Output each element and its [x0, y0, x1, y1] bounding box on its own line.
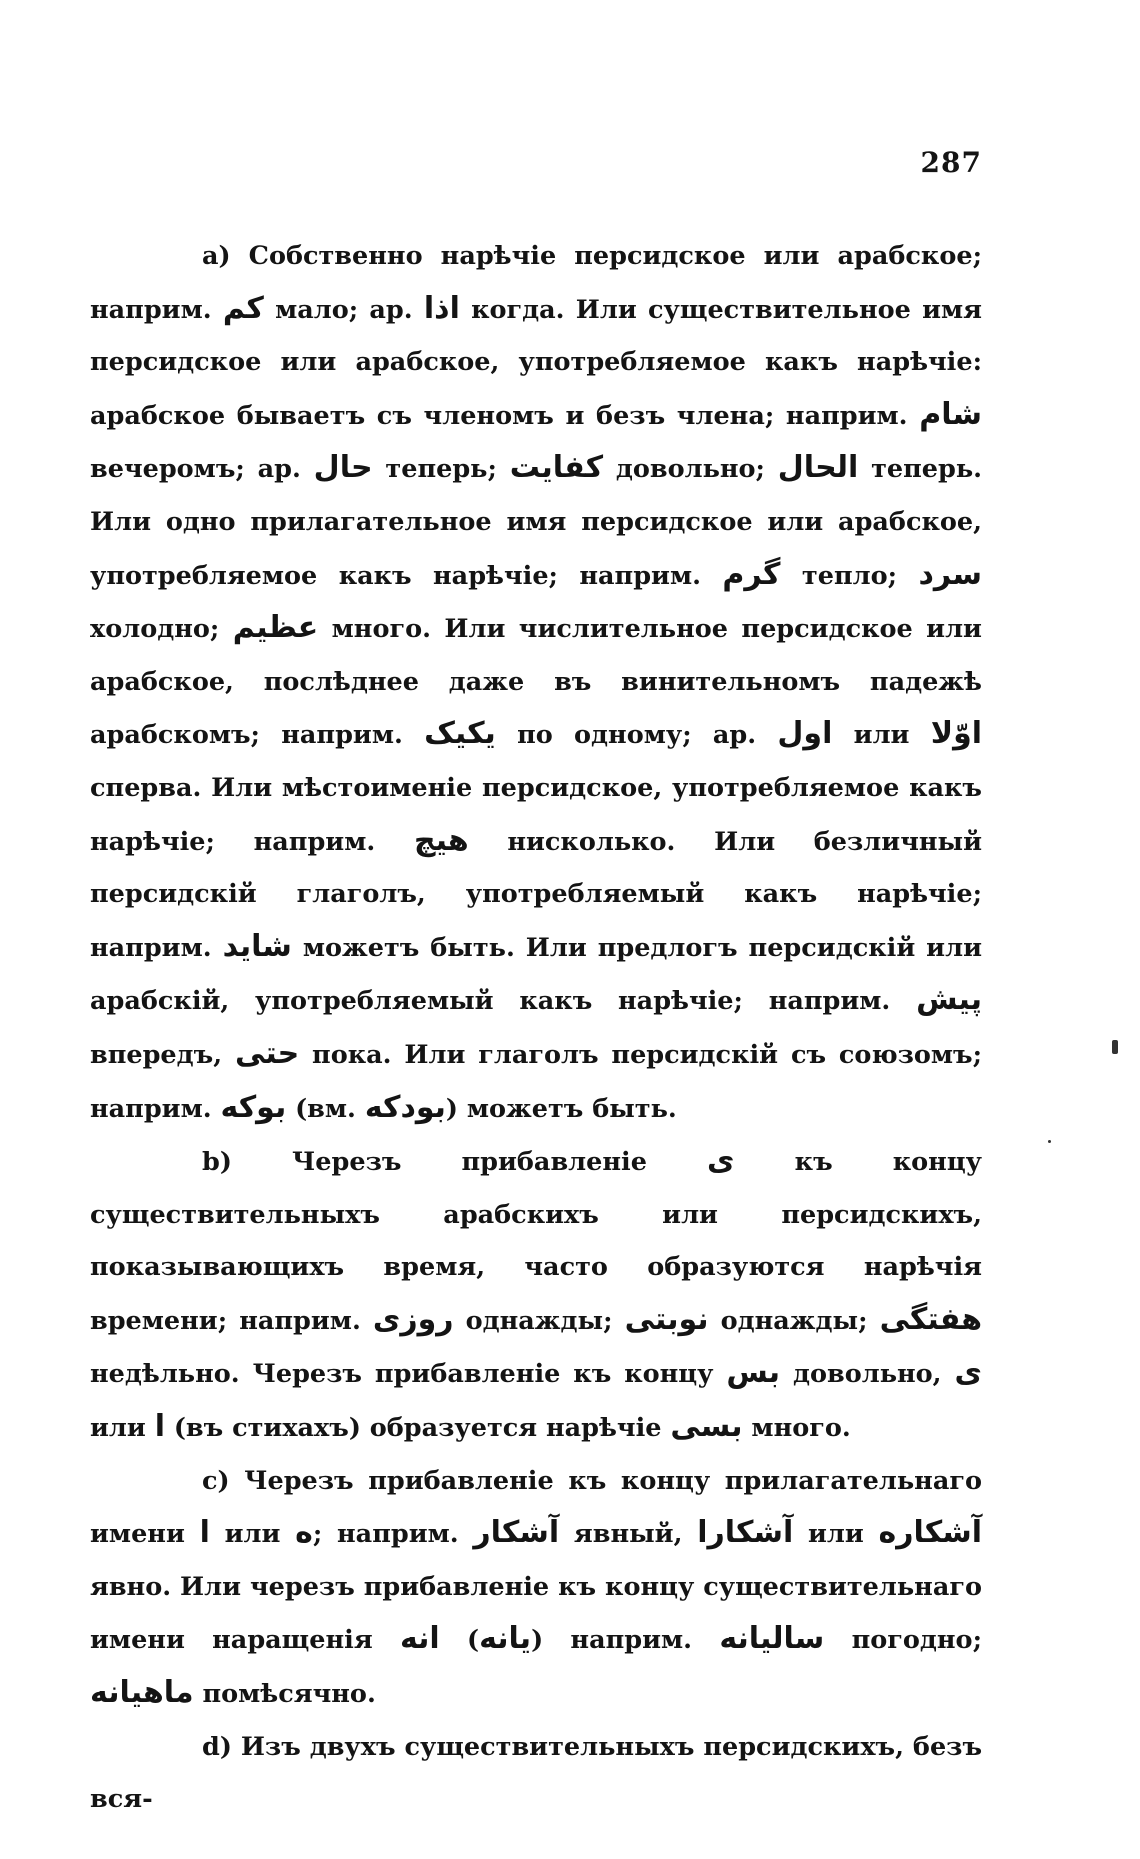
text-run: явно. Или черезъ прибавленіе къ концу существительнаго имени наращенія — [90, 1571, 982, 1656]
text-run: или — [90, 1413, 155, 1444]
persian-word: هفتگی — [879, 1301, 982, 1337]
text-run: (вм. — [286, 1093, 365, 1124]
text-run: впередъ, — [90, 1039, 235, 1070]
text-run: или — [209, 1519, 296, 1550]
persian-word: آشکاره — [878, 1515, 982, 1551]
paragraph-c — [90, 1455, 982, 1721]
persian-word: آشکارا — [697, 1515, 794, 1551]
persian-word: گرم — [722, 556, 781, 592]
persian-word: هیچ — [413, 822, 469, 858]
persian-word: ی — [707, 1143, 735, 1179]
text-run: вечеромъ; ар. — [90, 454, 314, 485]
text-run: теперь; — [372, 454, 510, 485]
text-run: теперь. Или одно прилагательное имя персидское или арабское, употребляемое какъ нарѣчіе; наприм. — [90, 454, 982, 591]
text-run: недѣльно. Черезъ прибавленіе къ концу — [90, 1359, 727, 1390]
persian-word: کفایت — [509, 450, 604, 486]
text-run: много. Или числительное персидское или арабское, послѣднее даже въ винительномъ падежѣ арабскомъ; наприм. — [90, 614, 982, 751]
persian-word: نوبتی — [624, 1301, 709, 1337]
text-run: однажды; — [453, 1305, 625, 1336]
text-run: или — [793, 1519, 879, 1550]
persian-word: روزی — [372, 1301, 454, 1337]
text-run: c) Черезъ прибавленіе къ концу прилагательнаго имени — [90, 1465, 982, 1550]
text-run: холодно; — [90, 614, 233, 645]
persian-word: شاید — [222, 928, 292, 964]
text-run: ( — [439, 1625, 480, 1656]
text-run: нисколько. Или безличный персидскій глаголъ, употребляемый какъ нарѣчіе; наприм. — [90, 826, 982, 963]
persian-word: انه — [399, 1621, 440, 1657]
text-run: много. — [742, 1413, 851, 1444]
body-text — [90, 230, 982, 1826]
persian-word: ماهیانه — [90, 1675, 194, 1711]
persian-word: اذا — [423, 290, 460, 326]
text-run: тепло; — [780, 560, 919, 591]
persian-word: کم — [222, 290, 264, 326]
persian-word: اوّلا — [930, 716, 983, 752]
persian-word: اول — [777, 716, 833, 752]
text-run: можетъ быть. Или предлогъ персидскій или арабскій, употребляемый какъ нарѣчіе; наприм. — [90, 932, 982, 1017]
persian-word: بسی — [670, 1409, 743, 1445]
persian-word: ی — [954, 1355, 982, 1391]
persian-word: بس — [726, 1355, 781, 1391]
scan-speck — [1048, 1140, 1051, 1143]
text-run: однажды; — [708, 1305, 880, 1336]
persian-word: یکیک — [424, 716, 496, 752]
text-run: ) наприм. — [531, 1625, 720, 1656]
page-number: 287 — [920, 146, 982, 179]
persian-word: الحال — [777, 450, 859, 486]
persian-word: سالیانه — [719, 1621, 825, 1657]
persian-word: حال — [313, 450, 373, 486]
text-run: d) Изъ двухъ существительныхъ персидскихъ, безъ вся- — [90, 1731, 982, 1815]
text-run: мало; ар. — [263, 294, 424, 325]
text-run: или — [832, 720, 931, 751]
persian-word: یانه — [479, 1621, 532, 1657]
text-run: ) можетъ быть. — [445, 1093, 677, 1124]
text-run: ; наприм. — [312, 1519, 474, 1550]
text-run: пока. Или глаголъ персидскій съ союзомъ; наприм. — [90, 1039, 982, 1124]
scan-speck — [1112, 1040, 1118, 1054]
text-run: сперва. Или мѣстоименіе персидское, употребляемое какъ нарѣчіе; наприм. — [90, 772, 982, 857]
persian-word: شام — [919, 396, 982, 432]
paragraph-a — [90, 230, 982, 1135]
text-run: когда. Или существительное имя персидское или арабское, употребляемое какъ нарѣчіе: арабское бываетъ съ членомъ и безъ члена; наприм. — [90, 294, 982, 431]
persian-word: ا — [154, 1409, 165, 1445]
persian-word: سرد — [918, 556, 982, 592]
text-run: (въ стихахъ) образуется нарѣчіе — [164, 1413, 671, 1444]
text-run: помѣсячно. — [193, 1679, 376, 1710]
persian-word: آشکار — [473, 1515, 560, 1551]
book-page — [90, 0, 982, 1859]
persian-word: ا — [199, 1515, 210, 1551]
text-run: погодно; — [824, 1625, 982, 1656]
text-run: довольно, — [780, 1359, 955, 1390]
persian-word: عظیم — [232, 610, 319, 646]
persian-word: بوکه — [220, 1089, 287, 1125]
paragraph-d — [90, 1721, 982, 1826]
text-run: b) Черезъ прибавленіе — [202, 1147, 708, 1178]
persian-word: ه — [295, 1515, 313, 1551]
persian-word: پیش — [916, 982, 982, 1018]
paragraph-b — [90, 1135, 982, 1455]
persian-word: بودکه — [364, 1089, 446, 1125]
text-run: по одному; ар. — [495, 720, 778, 751]
text-run: къ концу существительныхъ арабскихъ или персидскихъ, показывающихъ время, часто образуются нарѣчія времени; наприм. — [90, 1147, 982, 1336]
persian-word: حتی — [234, 1035, 300, 1071]
text-run: явный, — [559, 1519, 698, 1550]
text-run: довольно; — [603, 454, 778, 485]
text-run: a) Собственно нарѣчіе персидское или арабское; наприм. — [90, 241, 982, 325]
